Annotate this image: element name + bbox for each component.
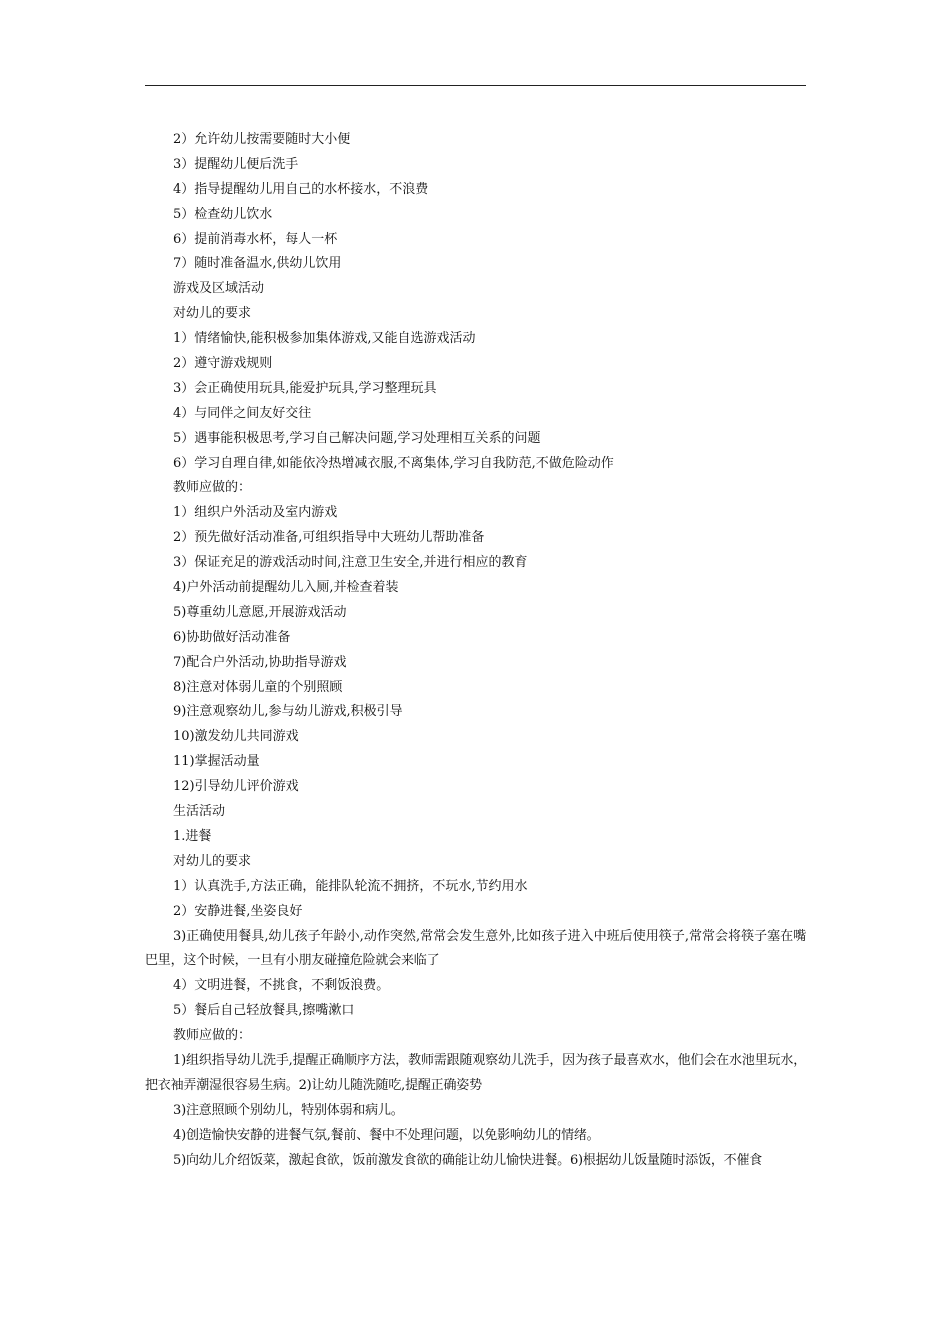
paragraph: 5)向幼儿介绍饭菜，激起食欲，饭前激发食欲的确能让幼儿愉快进餐。6)根据幼儿饭量随时添饭，不催食: [173, 1152, 763, 1168]
text-line: 3）会正确使用玩具,能爱护玩具,学习整理玩具: [173, 380, 437, 396]
text-line: 9)注意观察幼儿,参与幼儿游戏,积极引导: [173, 704, 403, 720]
paragraph: 3)注意照顾个别幼儿，特别体弱和病儿。: [173, 1102, 404, 1118]
text-line: 4)户外活动前提醒幼儿入厕,并检查着装: [173, 580, 399, 596]
text-line: 5)尊重幼儿意愿,开展游戏活动: [173, 604, 347, 620]
text-line: 10)激发幼儿共同游戏: [173, 729, 299, 745]
section-heading: 游戏及区域活动: [173, 281, 265, 297]
text-line: 3）提醒幼儿便后洗手: [173, 156, 299, 172]
text-line: 5）遇事能积极思考,学习自己解决问题,学习处理相互关系的问题: [173, 430, 541, 446]
header-rule: [145, 85, 806, 86]
text-line: 6)协助做好活动准备: [173, 629, 291, 645]
subsection-heading: 教师应做的：: [173, 1028, 252, 1044]
text-line: 5）检查幼儿饮水: [173, 206, 273, 222]
text-line: 2）预先做好活动准备,可组织指导中大班幼儿帮助准备: [173, 530, 485, 546]
text-line: 6）提前消毒水杯，每人一杯: [173, 231, 338, 247]
text-line: 5）餐后自己轻放餐具,擦嘴漱口: [173, 1003, 355, 1019]
text-line: 2）安静进餐,坐姿良好: [173, 903, 303, 919]
text-line: 8)注意对体弱儿童的个别照顾: [173, 679, 343, 695]
text-line: 1）认真洗手,方法正确，能排队轮流不拥挤，不玩水,节约用水: [173, 878, 528, 894]
text-line: 2）允许幼儿按需要随时大小便: [173, 132, 351, 147]
text-line: 1）组织户外活动及室内游戏: [173, 505, 338, 521]
text-line: 12)引导幼儿评价游戏: [173, 779, 299, 795]
section-heading: 生活活动: [173, 804, 226, 820]
text-line: 7）随时准备温水,供幼儿饮用: [173, 256, 342, 272]
paragraph: 3)正确使用餐具,幼儿孩子年龄小,动作突然,常常会发生意外,比如孩子进入中班后使用筷子,常常会将筷子塞在嘴巴里，这个时候，一旦有小朋友碰撞危险就会来临了: [145, 928, 806, 969]
subsection-heading: 教师应做的：: [173, 480, 252, 496]
text-line: 3）保证充足的游戏活动时间,注意卫生安全,并进行相应的教育: [173, 555, 528, 571]
subsection-heading: 对幼儿的要求: [173, 853, 252, 869]
text-line: 4）与同伴之间友好交往: [173, 405, 312, 421]
text-line: 7)配合户外活动,协助指导游戏: [173, 654, 347, 670]
text-line: 4）文明进餐，不挑食，不剩饭浪费。: [173, 978, 390, 994]
paragraph: 1)组织指导幼儿洗手,提醒正确顺序方法，教师需跟随观察幼儿洗手，因为孩子最喜欢水，他们会在水池里玩水，把衣袖弄潮湿很容易生病。2)让幼儿随洗随吃,提醒正确姿势: [145, 1052, 806, 1093]
subsection-heading: 1.进餐: [173, 828, 212, 844]
text-line: 6）学习自理自律,如能依冷热增减衣服,不离集体,学习自我防范,不做危险动作: [173, 455, 614, 471]
document-body: [145, 128, 806, 1174]
paragraph: 4)创造愉快安静的进餐气氛,餐前、餐中不处理问题，以免影响幼儿的情绪。: [173, 1127, 600, 1143]
text-line: 11)掌握活动量: [173, 754, 260, 770]
text-line: 1）情绪愉快,能积极参加集体游戏,又能自选游戏活动: [173, 331, 476, 347]
text-line: 4）指导提醒幼儿用自己的水杯接水，不浪费: [173, 181, 429, 197]
subsection-heading: 对幼儿的要求: [173, 306, 252, 322]
text-line: 2）遵守游戏规则: [173, 356, 273, 372]
